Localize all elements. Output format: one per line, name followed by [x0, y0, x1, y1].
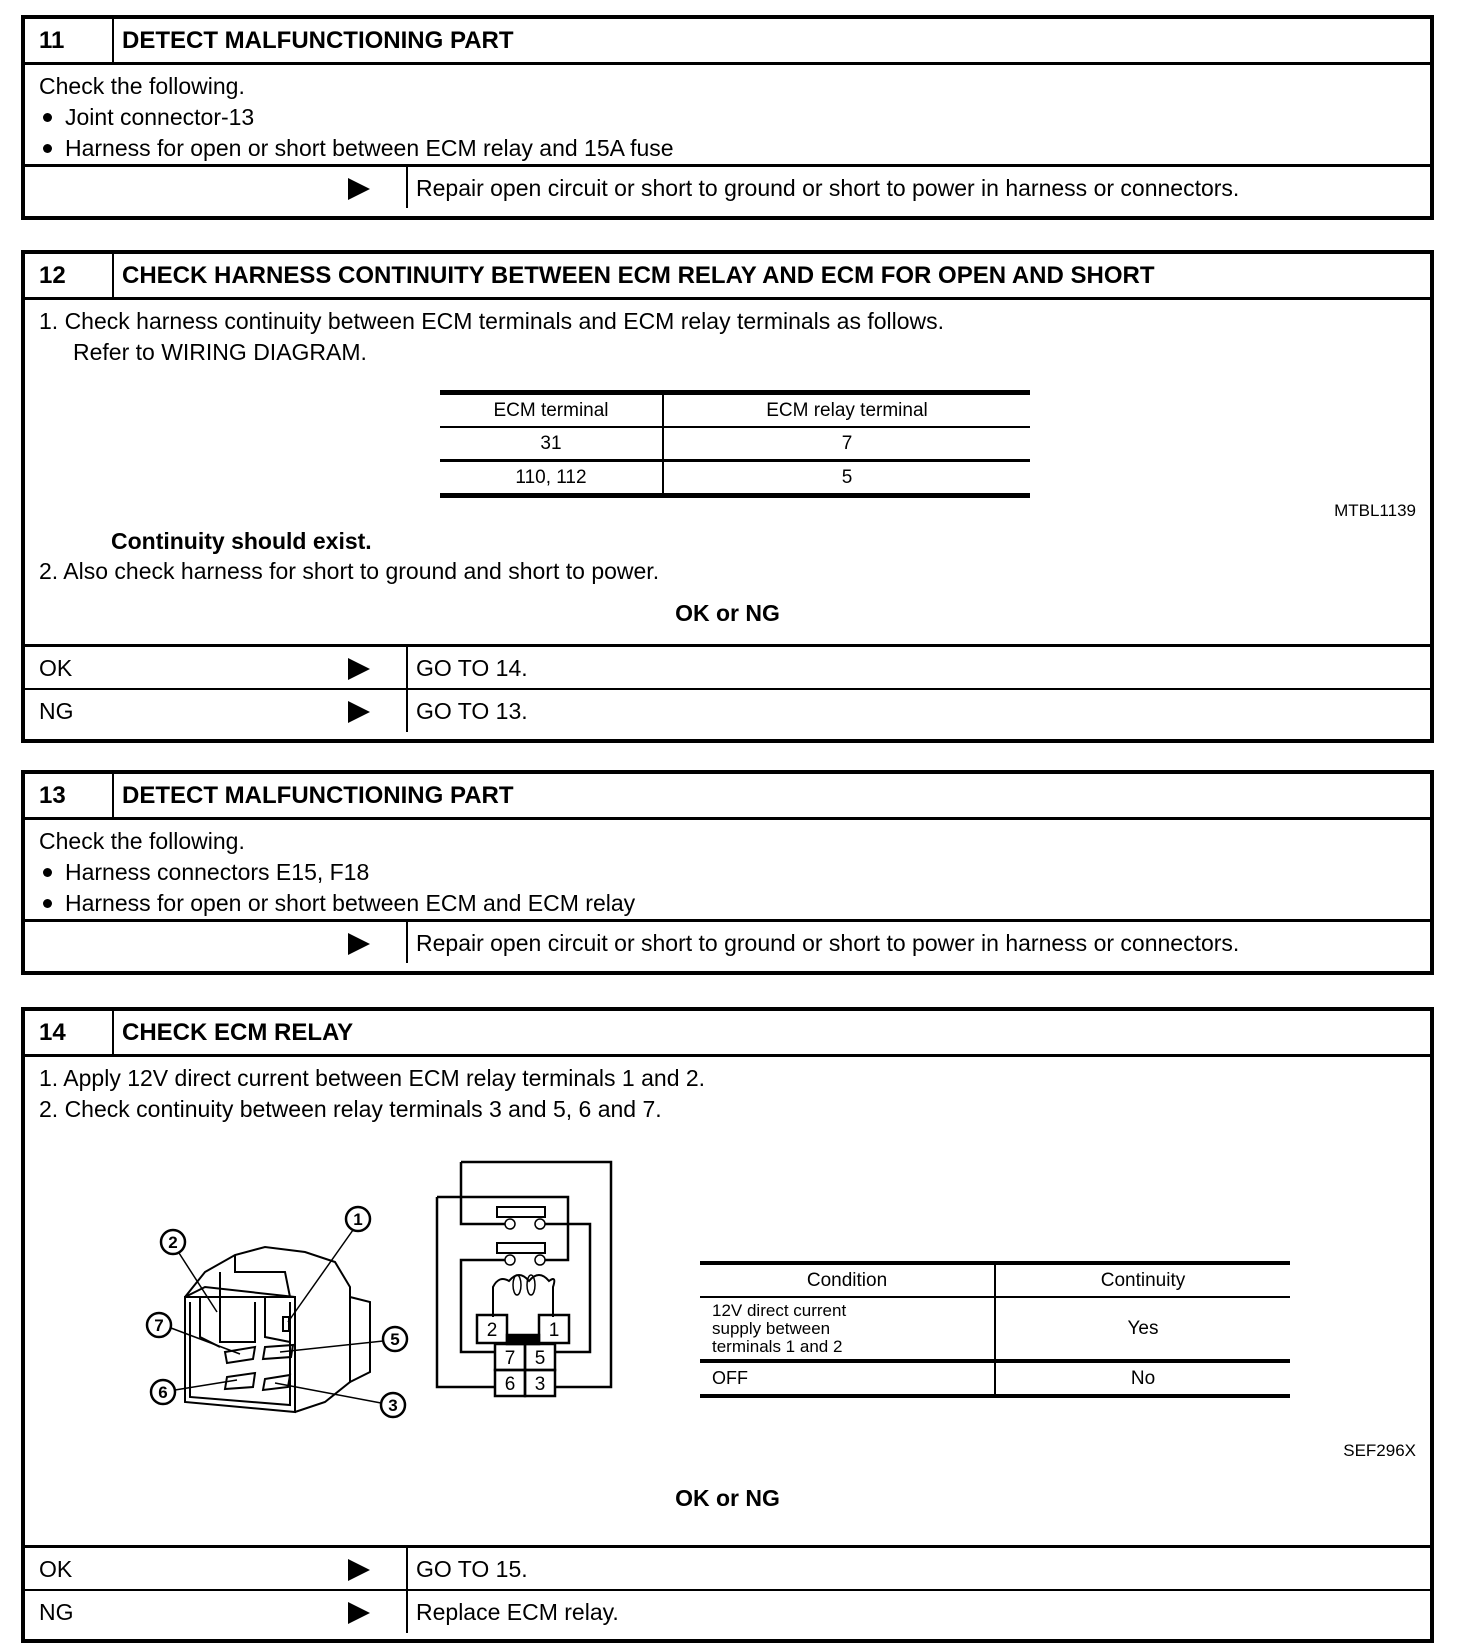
callout-2: 2	[168, 1233, 178, 1252]
terminal-3: 3	[534, 1374, 546, 1395]
step-title: DETECT MALFUNCTIONING PART	[122, 782, 514, 809]
column-header: ECM relay terminal	[766, 400, 928, 421]
step-number: 11	[25, 19, 114, 62]
step-header	[25, 19, 1430, 65]
callout-7: 7	[154, 1316, 164, 1335]
instruction-1: 1. Apply 12V direct current between ECM relay terminals 1 and 2.	[39, 1065, 706, 1091]
arrow-right-icon	[348, 178, 370, 200]
step-body	[25, 1057, 1430, 1545]
step-13	[21, 770, 1434, 975]
terminal-7: 7	[504, 1348, 516, 1369]
result-row	[25, 164, 1430, 208]
step-header	[25, 774, 1430, 820]
step-body	[25, 820, 1430, 919]
step-number: 13	[25, 774, 114, 817]
arrow-right-icon	[348, 933, 370, 955]
arrow-right-icon	[348, 701, 370, 723]
bullet-icon	[43, 113, 52, 122]
continuity-table	[700, 1261, 1290, 1398]
instruction-1: 1. Check harness continuity between ECM terminals and ECM relay terminals as follows.	[39, 308, 945, 334]
relay-drawing	[115, 1187, 435, 1447]
bullet-item: Harness for open or short between ECM relay and 15A fuse	[39, 133, 1430, 164]
result-value: GO TO 15.	[416, 1556, 528, 1582]
column-header: ECM terminal	[440, 393, 663, 428]
bullet-item: Harness connectors E15, F18	[39, 857, 1430, 888]
arrow-right-icon	[348, 1559, 370, 1581]
result-value: Repair open circuit or short to ground or short to power in harness or connectors.	[416, 930, 1240, 956]
step-11	[21, 15, 1434, 220]
callout-5: 5	[390, 1330, 400, 1349]
result-row-ok	[25, 644, 1430, 688]
bullet-icon	[43, 899, 52, 908]
result-key: NG	[25, 1591, 408, 1633]
table-cell: 31	[440, 427, 663, 461]
instruction-2: 2. Also check harness for short to ground and short to power.	[39, 558, 660, 584]
result-key: OK	[25, 1548, 408, 1589]
table-cell: 5	[841, 467, 853, 488]
table-cell: Yes	[1127, 1318, 1159, 1339]
bullet-icon	[43, 144, 52, 153]
arrow-right-icon	[348, 658, 370, 680]
column-header: Continuity	[1100, 1270, 1186, 1291]
result-row-ng	[25, 688, 1430, 732]
intro-text: Check the following.	[39, 73, 245, 99]
result-key	[25, 922, 408, 963]
bullet-item: Joint connector-13	[39, 102, 1430, 133]
step-number: 12	[25, 254, 114, 297]
table-cell: 7	[841, 433, 853, 454]
result-value: Repair open circuit or short to ground or short to power in harness or connectors.	[416, 175, 1240, 201]
result-row-ok	[25, 1545, 1430, 1589]
table-cell: 110, 112	[440, 461, 663, 496]
callout-6: 6	[158, 1383, 168, 1402]
figure-code: SEF296X	[1343, 1441, 1416, 1460]
arrow-right-icon	[348, 1602, 370, 1624]
bullet-icon	[43, 868, 52, 877]
callout-1: 1	[353, 1210, 363, 1229]
terminal-1: 1	[548, 1320, 560, 1341]
callout-3: 3	[388, 1396, 398, 1415]
result-key: OK	[25, 647, 408, 688]
table-cell: 12V direct current supply between terminals 1 and 2	[700, 1297, 995, 1361]
terminal-6: 6	[504, 1374, 516, 1395]
step-title: CHECK ECM RELAY	[122, 1019, 354, 1046]
result-key: NG	[25, 690, 408, 732]
step-body	[25, 65, 1430, 164]
step-title: CHECK HARNESS CONTINUITY BETWEEN ECM RELAY AND ECM FOR OPEN AND SHORT	[122, 262, 1155, 289]
step-header	[25, 1011, 1430, 1057]
step-body	[25, 300, 1430, 644]
result-value: GO TO 14.	[416, 655, 528, 681]
step-14	[21, 1007, 1434, 1643]
ok-ng-label: OK or NG	[675, 1485, 780, 1511]
bullet-item: Harness for open or short between ECM and ECM relay	[39, 888, 1430, 919]
instruction-2: 2. Check continuity between relay terminals 3 and 5, 6 and 7.	[39, 1096, 662, 1122]
relay-schematic	[425, 1157, 645, 1417]
result-value: Replace ECM relay.	[416, 1599, 619, 1625]
result-row	[25, 919, 1430, 963]
terminal-2: 2	[486, 1320, 498, 1341]
result-value: GO TO 13.	[416, 698, 528, 724]
terminal-table	[440, 390, 1030, 498]
ok-ng-label: OK or NG	[675, 600, 780, 626]
step-12	[21, 250, 1434, 743]
column-header: Condition	[700, 1263, 995, 1297]
continuity-note: Continuity should exist.	[111, 528, 372, 554]
instruction-1-ref: Refer to WIRING DIAGRAM.	[73, 339, 367, 365]
table-cell: OFF	[700, 1361, 995, 1396]
result-key	[25, 167, 408, 208]
figure-code: MTBL1139	[1334, 501, 1416, 520]
table-cell: No	[1130, 1368, 1156, 1389]
step-header	[25, 254, 1430, 300]
intro-text: Check the following.	[39, 828, 245, 854]
result-row-ng	[25, 1589, 1430, 1633]
terminal-5: 5	[534, 1348, 546, 1369]
step-number: 14	[25, 1011, 114, 1054]
step-title: DETECT MALFUNCTIONING PART	[122, 27, 514, 54]
